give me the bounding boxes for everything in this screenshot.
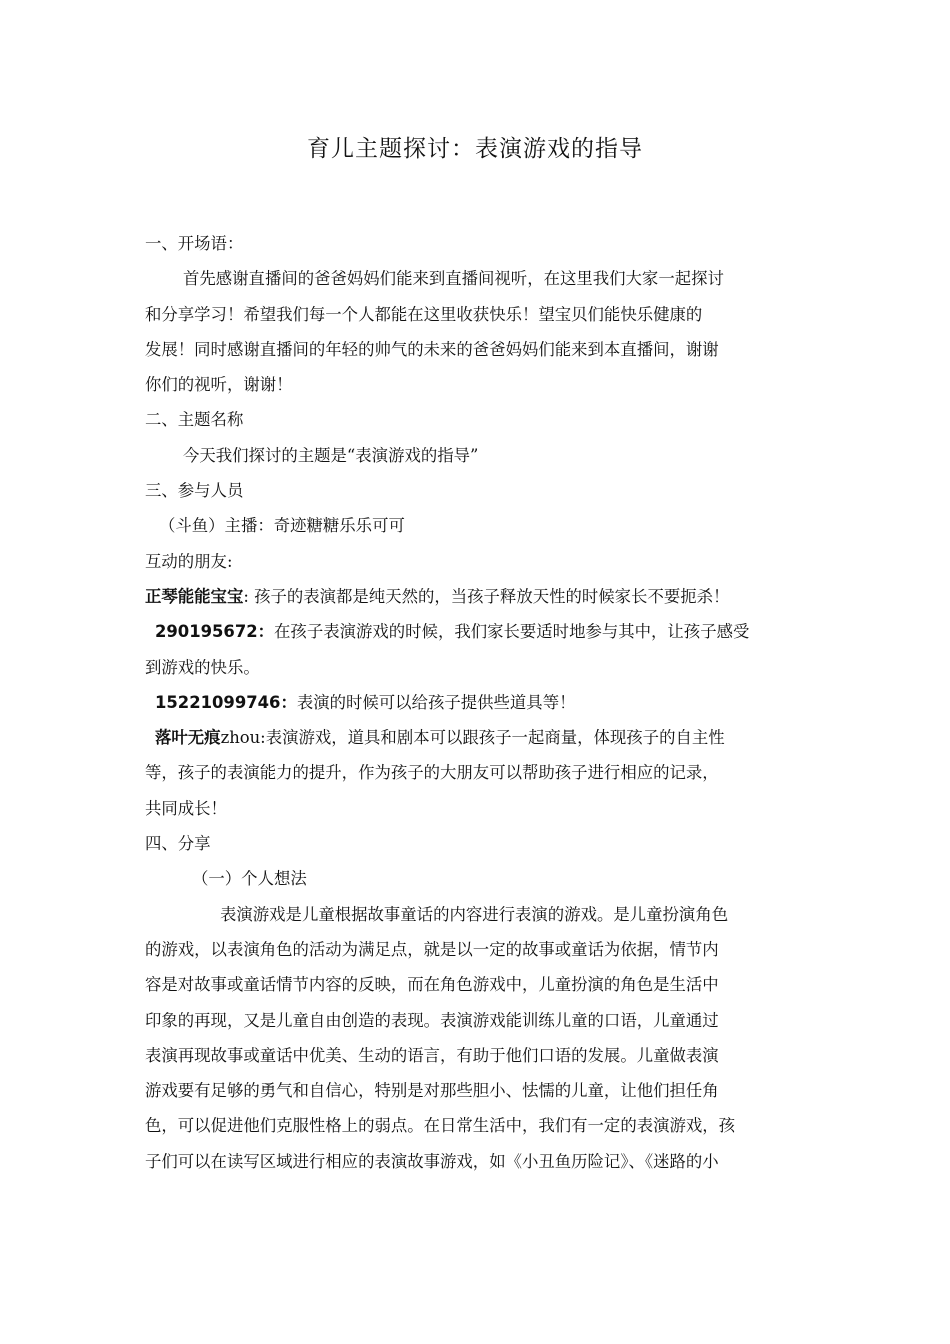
section-heading-participants: 三、参与人员 (145, 481, 244, 501)
comment-line (145, 720, 813, 755)
comment-text: 表演的时候可以给孩子提供些道具等！ (296, 692, 576, 712)
comment-line: 到游戏的快乐。 (145, 657, 260, 677)
comment-line (145, 614, 813, 649)
paragraph-line: 和分享学习！希望我们每一个人都能在这里收获快乐！望宝贝们能快乐健康的 (145, 304, 703, 324)
comment-line (145, 685, 813, 720)
comment-text: zhou:表演游戏，道具和剧本可以跟孩子一起商量，体现孩子的自主性 (220, 728, 725, 748)
comment-line: 共同成长！ (145, 798, 227, 818)
section-heading-opening: 一、开场语： (145, 234, 244, 253)
paragraph-line: 子们可以在读写区域进行相应的表演故事游戏，如《小丑鱼历险记》、《迷路的小 (145, 1151, 719, 1171)
comment-text: 在孩子表演游戏的时候，我们家长要适时地参与其中，让孩子感受 (274, 622, 750, 642)
comment-text: : 孩子的表演都是纯天然的，当孩子释放天性的时候家长不要扼杀！ (243, 586, 730, 606)
subsection-heading: （一）个人想法 (192, 869, 307, 889)
commenter-name: 落叶无痕 (155, 728, 221, 748)
commenter-name: 正琴能能宝宝 (145, 586, 244, 606)
paragraph-line: 表演再现故事或童话中优美、生动的语言，有助于他们口语的发展。儿童做表演 (145, 1045, 719, 1065)
document-body (145, 226, 813, 1179)
paragraph-line: 印象的再现，又是儿童自由创造的表现。表演游戏能训练儿童的口语，儿童通过 (145, 1010, 719, 1030)
host-line: （斗鱼）主播：奇迹糖糖乐乐可可 (159, 516, 405, 536)
friends-label: 互动的朋友: (145, 551, 233, 571)
comment-line (145, 579, 813, 614)
paragraph-line: 色，可以促进他们克服性格上的弱点。在日常生活中，我们有一定的表演游戏，孩 (145, 1116, 736, 1136)
paragraph-line: 今天我们探讨的主题是“表演游戏的指导” (183, 445, 479, 465)
paragraph-line: 的游戏，以表演角色的活动为满足点，就是以一定的故事或童话为依据，情节内 (145, 939, 719, 959)
paragraph-line: 表演游戏是儿童根据故事童话的内容进行表演的游戏。是儿童扮演角色 (220, 904, 729, 924)
comment-line: 等，孩子的表演能力的提升，作为孩子的大朋友可以帮助孩子进行相应的记录， (145, 763, 719, 783)
paragraph-line: 容是对故事或童话情节内容的反映，而在角色游戏中，儿童扮演的角色是生活中 (145, 975, 719, 995)
paragraph-line: 首先感谢直播间的爸爸妈妈们能来到直播间视听，在这里我们大家一起探讨 (183, 269, 724, 289)
section-heading-theme: 二、主题名称 (145, 410, 244, 430)
paragraph-line: 你们的视听，谢谢！ (145, 375, 293, 395)
paragraph-line: 游戏要有足够的勇气和自信心，特别是对那些胆小、怯懦的儿童，让他们担任角 (145, 1081, 719, 1101)
commenter-name: 290195672： (155, 622, 275, 642)
document-title: 育儿主题探讨：表演游戏的指导 (307, 136, 643, 162)
paragraph-line: 发展！同时感谢直播间的年轻的帅气的未来的爸爸妈妈们能来到本直播间，谢谢 (145, 339, 719, 359)
section-heading-share: 四、分享 (145, 834, 211, 854)
commenter-name: 15221099746： (155, 692, 297, 712)
